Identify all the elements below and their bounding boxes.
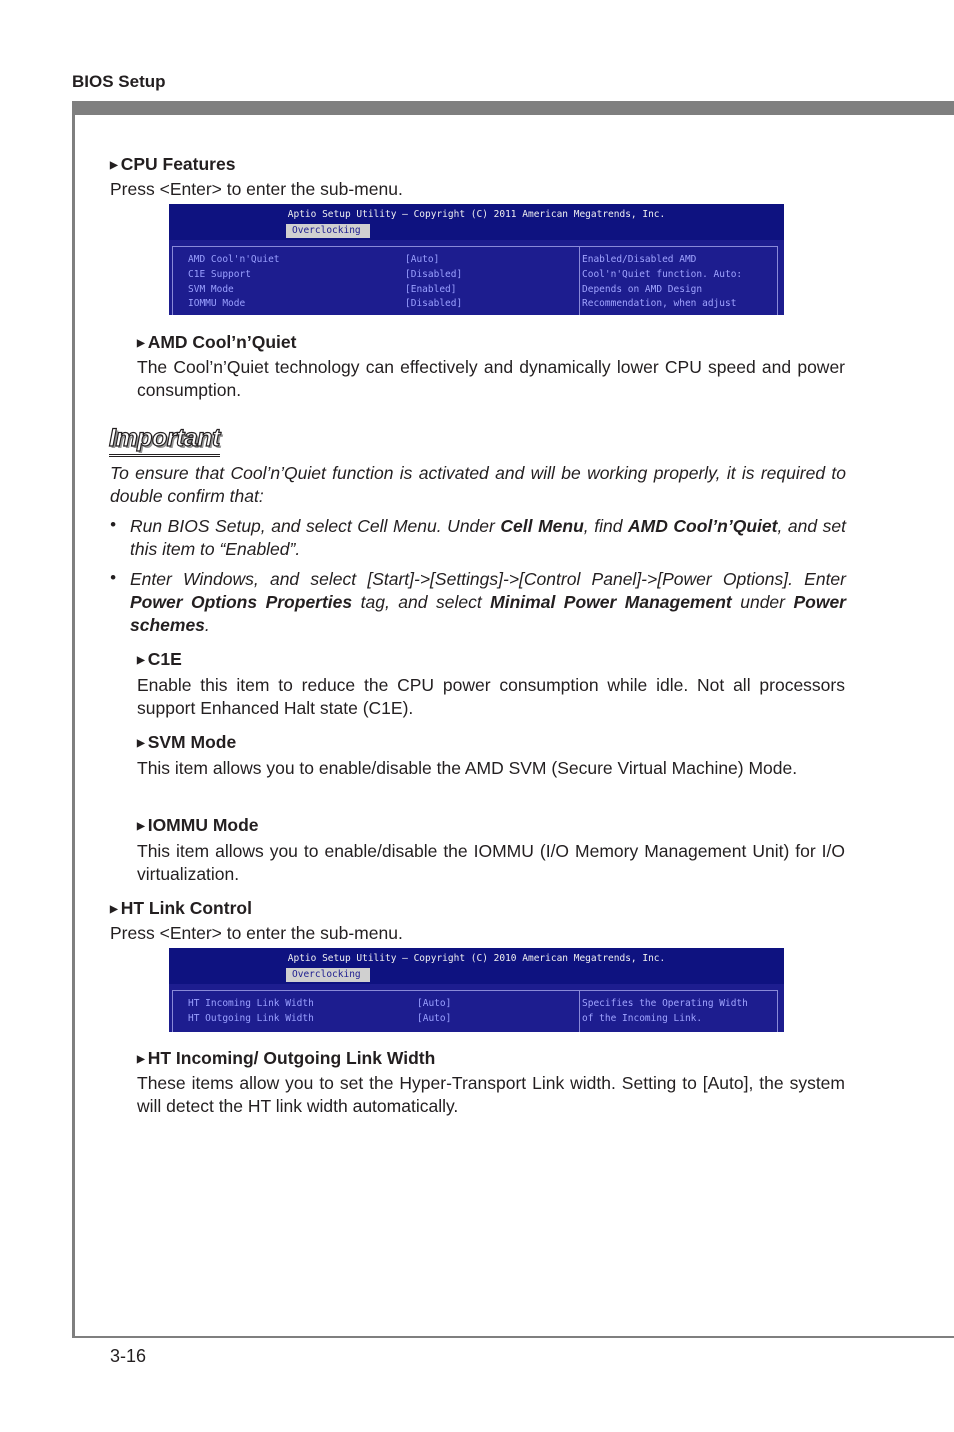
bios-help-line: Depends on AMD Design xyxy=(582,284,703,295)
text-run: . xyxy=(204,615,210,635)
bios-help-line: of the Incoming Link. xyxy=(582,1013,703,1024)
iommu-mode-desc: This item allows you to enable/disable the IOMMU (I/O Memory Management Unit) for I/O virtualization. xyxy=(137,841,845,884)
bios-row-value[interactable]: [Disabled] xyxy=(405,298,463,309)
keyword: AMD Cool’n’Quiet xyxy=(628,516,778,536)
important-heading: Important xyxy=(109,424,220,457)
page-number: 3-16 xyxy=(110,1346,147,1366)
iommu-mode-title xyxy=(137,815,259,836)
keyword: Power schemes xyxy=(130,592,846,635)
bios-row-label[interactable]: HT Outgoing Link Width xyxy=(188,1013,314,1024)
left-border xyxy=(72,101,75,1337)
bios-tab-overclocking[interactable]: Overclocking xyxy=(286,968,370,982)
cpu-features-desc: Press <Enter> to enter the sub-menu. xyxy=(110,179,403,199)
text-run: , find xyxy=(583,516,628,536)
c1e-desc: Enable this item to reduce the CPU power consumption while idle. Not all processors support Enhanced Halt state (C1E). xyxy=(137,675,845,718)
bios-title: Aptio Setup Utility – Copyright (C) 2010 American Megatrends, Inc. xyxy=(287,953,666,964)
important-bullet-2 xyxy=(130,568,846,637)
important-intro: To ensure that Cool’n’Quiet function is activated and will be working properly, it is required to double confirm that: xyxy=(110,463,846,506)
triangle-icon: ▶ xyxy=(137,655,145,666)
svm-mode-label: SVM Mode xyxy=(147,732,237,752)
bios-row-value[interactable]: [Disabled] xyxy=(405,269,463,280)
iommu-mode-label: IOMMU Mode xyxy=(147,815,259,835)
bios-row-value[interactable]: [Auto] xyxy=(417,1013,452,1024)
triangle-icon: ▶ xyxy=(137,1054,145,1065)
svm-mode-title xyxy=(137,732,236,753)
ht-link-control-title xyxy=(110,898,252,919)
bios-help-line: Cool'n'Quiet function. Auto: xyxy=(582,269,743,280)
bios-screen-ht-link xyxy=(169,948,784,1032)
amd-coolnquiet-label: AMD Cool’n’Quiet xyxy=(147,332,297,352)
triangle-icon: ▶ xyxy=(137,821,145,832)
bios-panel xyxy=(172,990,778,1032)
c1e-title xyxy=(137,649,182,670)
bios-row-label[interactable]: C1E Support xyxy=(188,269,251,280)
bios-divider xyxy=(579,990,580,1032)
ht-link-control-label: HT Link Control xyxy=(120,898,252,918)
important-bullet-1 xyxy=(130,515,846,561)
bullet-icon: • xyxy=(110,568,116,587)
bios-row-label[interactable]: IOMMU Mode xyxy=(188,298,246,309)
bios-help-line: Specifies the Operating Width xyxy=(582,998,748,1009)
amd-coolnquiet-desc: The Cool’n’Quiet technology can effectively and dynamically lower CPU speed and power consumption. xyxy=(137,357,845,400)
ht-link-width-label: HT Incoming/ Outgoing Link Width xyxy=(147,1048,436,1068)
bios-row-value[interactable]: [Enabled] xyxy=(405,284,457,295)
bios-row-label[interactable]: AMD Cool'n'Quiet xyxy=(188,254,280,265)
keyword: Minimal Power Management xyxy=(490,592,732,612)
bios-row-label[interactable]: SVM Mode xyxy=(188,284,234,295)
bios-row-value[interactable]: [Auto] xyxy=(405,254,440,265)
bios-title: Aptio Setup Utility – Copyright (C) 2011 American Megatrends, Inc. xyxy=(287,209,666,220)
bios-divider xyxy=(579,246,580,315)
triangle-icon: ▶ xyxy=(110,904,118,915)
amd-coolnquiet-title xyxy=(137,332,296,353)
bios-row-label[interactable]: HT Incoming Link Width xyxy=(188,998,314,1009)
cpu-features-title xyxy=(110,154,235,175)
c1e-label: C1E xyxy=(147,649,182,669)
bios-tab-overclocking[interactable]: Overclocking xyxy=(286,224,370,238)
text-run: Enter Windows, and select [Start]->[Settings]->[Control Panel]->[Power Options]. Enter xyxy=(130,569,846,589)
text-run: , and set this item to “Enabled”. xyxy=(130,516,846,559)
bios-screen-cpu-features xyxy=(169,204,784,315)
bios-help-line: Enabled/Disabled AMD xyxy=(582,254,697,265)
triangle-icon: ▶ xyxy=(137,338,145,349)
ht-link-width-desc: These items allow you to set the Hyper-Transport Link width. Setting to [Auto], the system will detect the HT link width automatically. xyxy=(137,1073,845,1116)
text-run: Run BIOS Setup, and select Cell Menu. Under xyxy=(130,516,501,536)
bios-row-value[interactable]: [Auto] xyxy=(417,998,452,1009)
header-bar xyxy=(72,101,954,115)
keyword: Power Options Properties xyxy=(130,592,353,612)
ht-link-control-desc: Press <Enter> to enter the sub-menu. xyxy=(110,923,403,943)
text-run: tag, and select xyxy=(352,592,491,612)
keyword: Cell Menu xyxy=(500,516,584,536)
cpu-features-label: CPU Features xyxy=(120,154,236,174)
triangle-icon: ▶ xyxy=(137,738,145,749)
bios-help-line: Recommendation, when adjust xyxy=(582,298,737,309)
triangle-icon: ▶ xyxy=(110,160,118,171)
svm-mode-desc: This item allows you to enable/disable the AMD SVM (Secure Virtual Machine) Mode. xyxy=(137,758,798,778)
bullet-icon: • xyxy=(110,515,116,534)
bottom-border xyxy=(72,1336,954,1338)
text-run: under xyxy=(731,592,794,612)
page-header-title: BIOS Setup xyxy=(72,72,166,91)
ht-link-width-title xyxy=(137,1048,435,1069)
